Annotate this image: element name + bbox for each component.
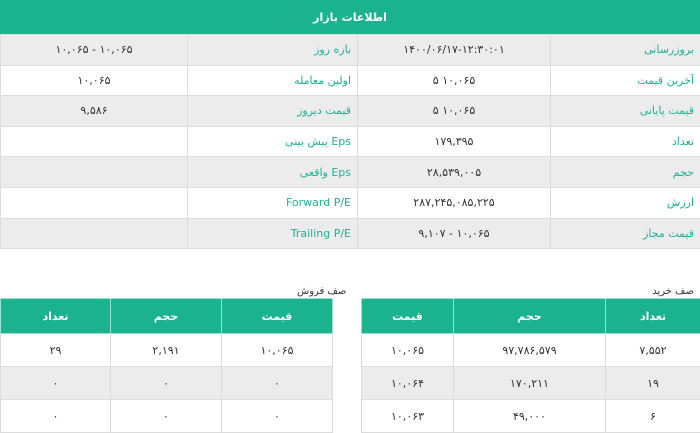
info-label: قیمت پایانی [551,96,700,127]
cell-volume: ۴۹,۰۰۰ [454,400,606,433]
column-header-volume: حجم [454,299,606,334]
info-row-volume [1,157,700,188]
info-value [1,218,188,249]
column-header-price: قیمت [222,299,333,334]
cell-price: ۰ [222,400,333,433]
info-label: Eps واقعی [188,157,358,188]
column-header-price: قیمت [362,299,454,334]
column-header-count: تعداد [606,299,700,334]
cell-price: ۰ [222,367,333,400]
sell-queue-title: صف فروش [297,286,346,297]
info-value: ۱۰,۰۶۵ [1,65,188,96]
market-info-table [0,34,700,249]
info-value: ۹,۵۸۶ [1,96,188,127]
info-label: بازه روز [188,35,358,66]
sell-queue-header [1,299,333,334]
buy-queue-title: صف خرید [652,286,694,297]
cell-volume: ۰ [111,367,222,400]
info-value: ۲۸۷,۲۴۵,۰۸۵,۲۲۵ [358,187,551,218]
info-value [1,187,188,218]
info-value: ۱۰,۰۶۵ - ۹,۱۰۷ [358,218,551,249]
table-row [1,400,333,433]
cell-volume: ۹۷,۷۸۶,۵۷۹ [454,334,606,367]
info-row-allowed-price [1,218,700,249]
info-label: تعداد [551,126,700,157]
cell-count: ۲۹ [1,334,111,367]
info-label: قیمت دیروز [188,96,358,127]
info-row-value [1,187,700,218]
info-label: Forward P/E [188,187,358,218]
buy-queue-table [361,298,700,433]
table-row [1,334,333,367]
table-row [362,334,700,367]
info-label: بروزرسانی [551,35,700,66]
info-row-closing-price [1,96,700,127]
column-header-count: تعداد [1,299,111,334]
cell-volume: ۲,۱۹۱ [111,334,222,367]
info-label: آخرین قیمت [551,65,700,96]
info-value: ۱۴۰۰/۰۶/۱۷-۱۲:۳۰:۰۱ [358,35,551,66]
info-value: ۱۰,۰۶۵ - ۱۰,۰۶۵ [1,35,188,66]
info-label: قیمت مجاز [551,218,700,249]
market-info-title: اطلاعات بازار [0,0,700,34]
cell-price: ۱۰,۰۶۵ [222,334,333,367]
cell-volume: ۰ [111,400,222,433]
info-value: ۱۰,۰۶۵ ۵ [358,65,551,96]
info-label: ارزش [551,187,700,218]
cell-price: ۱۰,۰۶۴ [362,367,454,400]
info-row-count [1,126,700,157]
info-value: ۲۸,۵۳۹,۰۰۵ [358,157,551,188]
info-label: اولین معامله [188,65,358,96]
info-row-last-price [1,65,700,96]
table-row [1,367,333,400]
cell-price: ۱۰,۰۶۵ [362,334,454,367]
info-value: ۱۰,۰۶۵ ۵ [358,96,551,127]
cell-count: ۱۹ [606,367,700,400]
table-row [362,400,700,433]
info-label: Eps پیش بینی [188,126,358,157]
sell-queue-table [0,298,333,433]
cell-price: ۱۰,۰۶۳ [362,400,454,433]
buy-queue-header [362,299,700,334]
info-value [1,157,188,188]
cell-count: ۷,۵۵۲ [606,334,700,367]
info-value: ۱۷۹,۳۹۵ [358,126,551,157]
cell-count: ۰ [1,400,111,433]
info-label: Trailing P/E [188,218,358,249]
info-value [1,126,188,157]
cell-count: ۶ [606,400,700,433]
column-header-volume: حجم [111,299,222,334]
info-label: حجم [551,157,700,188]
cell-count: ۰ [1,367,111,400]
info-row-update [1,35,700,66]
cell-volume: ۱۷۰,۲۱۱ [454,367,606,400]
table-row [362,367,700,400]
